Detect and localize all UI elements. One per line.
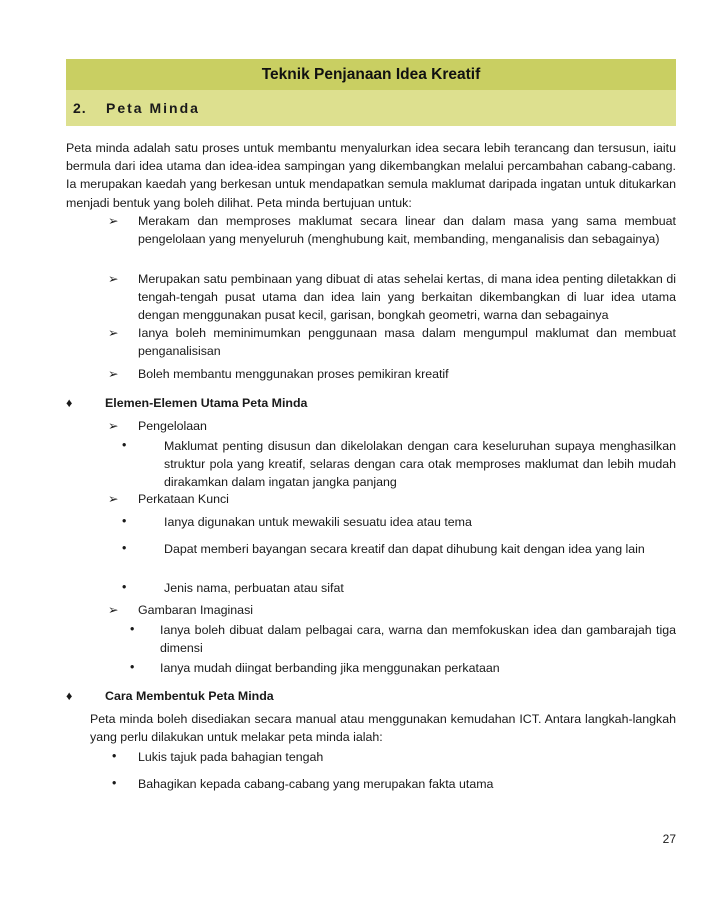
purpose-item: Merupakan satu pembinaan yang dibuat di atas sehelai kertas, di mana idea penting diletakkan di tengah-tengah pusat utama dan idea lain yang berkaitan dikembangkan di luar idea utama dengan menggunakan pusat kecil, garisan, bongkah geometri, warna dan sebagainya — [138, 272, 676, 323]
group-title: Perkataan Kunci — [138, 492, 229, 506]
group-title: Pengelolaan — [138, 419, 207, 433]
arrow-icon: ➢ — [108, 367, 119, 381]
arrow-icon: ➢ — [108, 272, 119, 286]
intro-paragraph: Peta minda adalah satu proses untuk membantu menyalurkan idea secara lebih terancang dan tersusun, iaitu bermula dari idea utama dan idea-idea sampingan yang dikembangkan melalui percambahan cabang-cabang. Ia merupakan kaedah yang berkesan untuk mendapatkan semula maklumat daripada ingatan untuk ditukarkan menjadi bentuk yang boleh dilihat. Peta minda bertujuan untuk: — [66, 141, 676, 210]
method-step: Lukis tajuk pada bahagian tengah — [138, 750, 324, 764]
group-item: Ianya mudah diingat berbanding jika menggunakan perkataan — [160, 661, 500, 675]
bullet-icon: • — [130, 660, 135, 674]
group-item: Jenis nama, perbuatan atau sifat — [164, 581, 344, 595]
group-item: Dapat memberi bayangan secara kreatif dan dapat dihubung kait dengan idea yang lain — [164, 542, 645, 556]
group-item: Ianya digunakan untuk mewakili sesuatu idea atau tema — [164, 515, 472, 529]
bullet-icon: • — [122, 514, 127, 528]
arrow-icon: ➢ — [108, 326, 119, 340]
method-step: Bahagikan kepada cabang-cabang yang merupakan fakta utama — [138, 777, 494, 791]
elements-heading: Elemen-Elemen Utama Peta Minda — [105, 396, 308, 410]
group-item: Maklumat penting disusun dan dikelolakan dengan cara keseluruhan supaya menghasilkan struktur pola yang kreatif, selaras dengan cara otak memproses maklumat dan lebih mudah dirakamkan dalam ingatan jangka panjang — [164, 439, 676, 490]
title-bar — [66, 59, 676, 90]
arrow-icon: ➢ — [108, 492, 119, 506]
bullet-icon: • — [122, 541, 127, 555]
group-item: Ianya boleh dibuat dalam pelbagai cara, warna dan memfokuskan idea dan gambarajah tiga dimensi — [160, 623, 676, 656]
method-heading: Cara Membentuk Peta Minda — [105, 689, 274, 703]
arrow-icon: ➢ — [108, 419, 119, 433]
arrow-icon: ➢ — [108, 214, 119, 228]
bullet-icon: • — [112, 749, 117, 763]
section-number: 2. — [73, 100, 87, 116]
bullet-icon: • — [122, 580, 127, 594]
method-intro: Peta minda boleh disediakan secara manual atau menggunakan kemudahan ICT. Antara langkah-langkah yang perlu dilakukan untuk melakar peta minda ialah: — [90, 712, 676, 745]
bullet-icon: • — [112, 776, 117, 790]
bullet-icon: • — [130, 622, 135, 636]
purpose-item: Boleh membantu menggunakan proses pemikiran kreatif — [138, 367, 449, 381]
page-title: Teknik Penjanaan Idea Kreatif — [261, 66, 481, 83]
diamond-icon: ♦ — [66, 396, 73, 410]
purpose-item: Merakam dan memproses maklumat secara linear dan dalam masa yang sama membuat pengelolaan yang menyeluruh (menghubung kait, membanding, menganalisis dan sebagainya) — [138, 214, 676, 247]
purpose-item: Ianya boleh meminimumkan penggunaan masa dalam mengumpul maklumat dan membuat penganalisisan — [138, 326, 676, 359]
group-title: Gambaran Imaginasi — [138, 603, 254, 617]
section-title: Peta Minda — [106, 100, 200, 116]
arrow-icon: ➢ — [108, 603, 119, 617]
page-number: 27 — [662, 832, 676, 846]
bullet-icon: • — [122, 438, 127, 452]
diamond-icon: ♦ — [66, 689, 73, 703]
section-bar — [66, 90, 676, 126]
